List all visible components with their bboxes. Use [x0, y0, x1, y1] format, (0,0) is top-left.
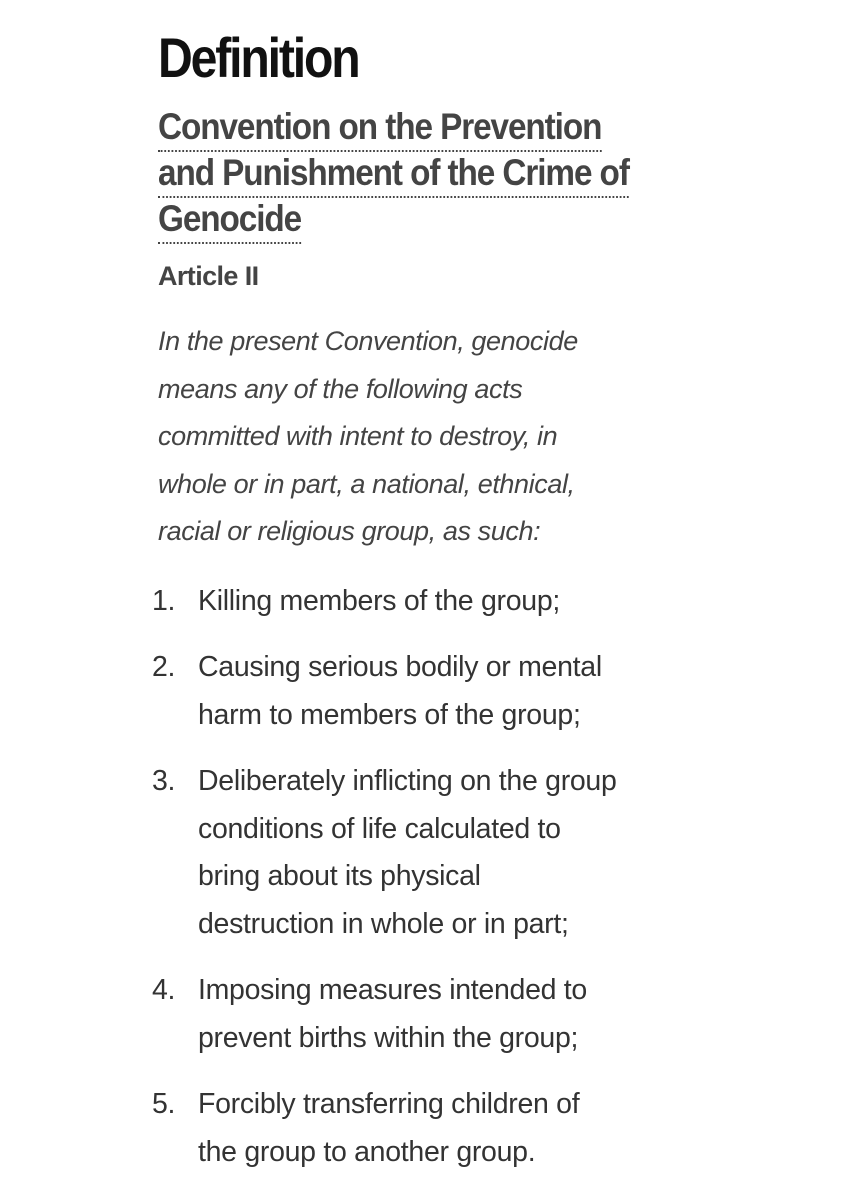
convention-title-line[interactable]: Genocide	[158, 198, 301, 244]
list-item-line: Causing serious bodily or mental	[198, 651, 602, 683]
list-item-text	[198, 578, 712, 626]
list-item-line: the group to another group.	[198, 1135, 536, 1168]
list-item-text	[198, 644, 712, 739]
genocide-acts-list	[152, 578, 712, 1177]
article-content	[152, 22, 718, 1195]
list-item	[152, 967, 712, 1062]
list-item	[152, 644, 712, 739]
intro-line: committed with intent to destroy, in	[158, 421, 558, 451]
list-item-line: Imposing measures intended to	[198, 974, 587, 1006]
convention-title-line[interactable]: Convention on the Prevention	[158, 106, 601, 152]
list-item-text	[198, 1081, 712, 1176]
intro-line: whole or in part, a national, ethnical,	[158, 468, 575, 499]
list-item-line: prevent births within the group;	[198, 1021, 579, 1054]
convention-title-line[interactable]: and Punishment of the Crime of	[158, 152, 629, 198]
list-item	[152, 758, 712, 948]
list-item-number: 3.	[152, 765, 176, 797]
list-item-number: 1.	[152, 584, 176, 617]
intro-line: racial or religious group, as such:	[158, 516, 541, 546]
convention-title-link[interactable]	[158, 106, 718, 244]
list-item-number: 4.	[152, 974, 176, 1006]
list-item-number: 2.	[152, 651, 176, 683]
list-item	[152, 1081, 712, 1176]
intro-line: means any of the following acts	[158, 373, 523, 404]
list-item-number: 5.	[152, 1088, 176, 1120]
page-title: Definition	[158, 26, 359, 89]
list-item-line: conditions of life calculated to	[198, 812, 561, 845]
list-item-line: Forcibly transferring children of	[198, 1088, 580, 1120]
list-item-line: destruction in whole or in part;	[198, 907, 569, 940]
list-item-line: Killing members of the group;	[198, 584, 560, 617]
list-item-text	[198, 758, 712, 948]
list-item-line: Deliberately inflicting on the group	[198, 765, 617, 797]
article-heading: Article II	[158, 261, 259, 291]
list-item-line: harm to members of the group;	[198, 698, 581, 731]
list-item-line: bring about its physical	[198, 860, 481, 892]
list-item	[152, 578, 712, 626]
intro-line: In the present Convention, genocide	[158, 326, 578, 356]
list-item-text	[198, 967, 712, 1062]
article-intro	[158, 318, 718, 556]
